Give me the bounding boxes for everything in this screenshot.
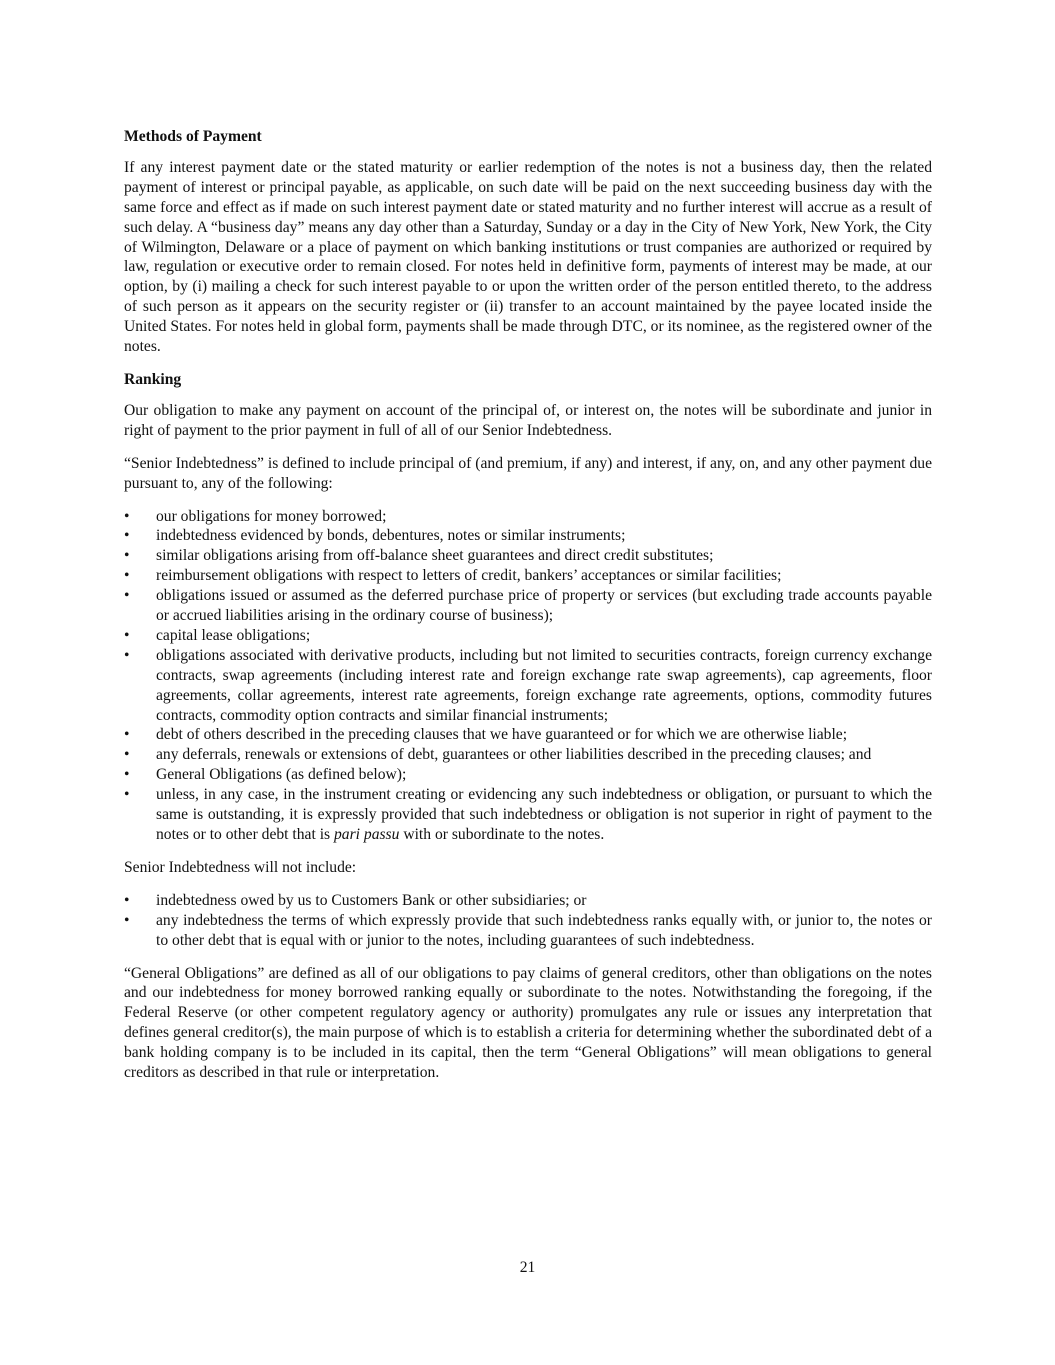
bullet-icon: • (124, 567, 130, 585)
list-item (124, 745, 932, 765)
list-item-text: our obligations for money borrowed; (156, 507, 387, 525)
list-item (124, 891, 932, 911)
exclusions-list (124, 891, 932, 951)
page-number: 21 (519, 1259, 536, 1276)
document-page (124, 120, 932, 1096)
methods-of-payment-paragraph: If any interest payment date or the stated maturity or earlier redemption of the notes is not a business day, then the related payment of interest or principal payable, as applicable, on such date will be paid on the next succeeding business day with the same force and effect as if made on such interest payment date or stated maturity and no further interest will accrue as a result of such delay. A “business day” means any day other than a Saturday, Sunday or a day in the City of New York, New York, the City of Wilmington, Delaware or a place of payment on which banking institutions or trust companies are authorized or required by law, regulation or executive order to remain closed. For notes held in definitive form, payments of interest may be made, at our option, by (i) mailing a check for such interest payable to or upon the written order of the person entitled thereto, to the address of such person as it appears on the security register or (ii) transfer to an account maintained by the payee located inside the United States. For notes held in global form, payments shall be made through DTC, or its nominee, as the registered owner of the notes. (124, 158, 932, 356)
bullet-icon: • (124, 786, 130, 804)
list-item-text: obligations issued or assumed as the deferred purchase price of property or services (but excluding trade accounts payable or accrued liabilities arising in the ordinary course of business); (156, 587, 932, 625)
bullet-icon: • (124, 527, 130, 545)
bullet-icon: • (124, 746, 130, 764)
bullet-icon: • (124, 911, 130, 929)
list-item-text: similar obligations arising from off-balance sheet guarantees and direct credit substitutes; (156, 547, 714, 565)
bullet-icon: • (124, 626, 130, 644)
ranking-paragraph-1: Our obligation to make any payment on account of the principal of, or interest on, the notes will be subordinate and junior in right of payment to the prior payment in full of all of our Senior Indebtedness. (124, 401, 932, 439)
list-item (124, 586, 932, 626)
list-item (124, 911, 932, 951)
bullet-icon: • (124, 507, 130, 525)
list-item (124, 566, 932, 586)
ranking-heading: Ranking (124, 370, 182, 388)
list-item-text (156, 786, 932, 843)
list-item (124, 646, 932, 726)
list-item (124, 725, 932, 745)
bullet-icon: • (124, 726, 130, 744)
list-item-text-part: unless, in any case, in the instrument creating or evidencing any such indebtedness or obligation, or pursuant to which the same is outstanding, it is expressly provided that such indebtedness or obligation is not superior in right of payment to the notes or to other debt that is (156, 786, 932, 843)
bullet-icon: • (124, 646, 130, 664)
list-item (124, 765, 932, 785)
bullet-icon: • (124, 891, 130, 909)
bullet-icon: • (124, 547, 130, 565)
list-item (124, 626, 932, 646)
list-item-text: debt of others described in the preceding clauses that we have guaranteed or for which we are otherwise liable; (156, 726, 848, 744)
list-item-text: indebtedness owed by us to Customers Bank or other subsidiaries; or (156, 891, 587, 909)
pari-passu-italic: pari passu (334, 826, 400, 843)
list-item (124, 526, 932, 546)
senior-indebtedness-list (124, 507, 932, 845)
list-item (124, 507, 932, 527)
bullet-icon: • (124, 766, 130, 784)
list-item-text: reimbursement obligations with respect to letters of credit, bankers’ acceptances or similar facilities; (156, 567, 782, 585)
list-item-text-part: with or subordinate to the notes. (399, 826, 605, 843)
list-item (124, 546, 932, 566)
senior-indebtedness-definition: “Senior Indebtedness” is defined to include principal of (and premium, if any) and interest, if any, on, and any other payment due pursuant to, any of the following: (124, 454, 932, 492)
list-item-text: capital lease obligations; (156, 626, 311, 644)
list-item-text: any deferrals, renewals or extensions of debt, guarantees or other liabilities described in the preceding clauses; and (156, 746, 872, 764)
list-item-text: General Obligations (as defined below); (156, 766, 407, 784)
bullet-icon: • (124, 587, 130, 605)
list-item-text: indebtedness evidenced by bonds, debentures, notes or similar instruments; (156, 527, 626, 545)
exclusions-intro: Senior Indebtedness will not include: (124, 858, 357, 876)
general-obligations-definition: “General Obligations” are defined as all of our obligations to pay claims of general creditors, other than obligations on the notes and our indebtedness for money borrowed ranking equally or subordinate to the notes. Notwithstanding the foregoing, if the Federal Reserve (or other competent regulatory agency or authority) promulgates any rule or issues any interpretation that defines general creditor(s), the main purpose of which is to establish a criteria for determining whether the subordinated debt of a bank holding company is to be included in its capital, then the term “General Obligations” will mean obligations to general creditors as described in that rule or interpretation. (124, 964, 932, 1082)
list-item-text: obligations associated with derivative products, including but not limited to securities contracts, foreign currency exchange contracts, swap agreements (including interest rate and foreign exchange rate swap agreements), cap agreements, floor agreements, collar agreements, interest rate agreements, foreign exchange rate agreements, options, commodity futures contracts, commodity option contracts and similar financial instruments; (156, 646, 932, 724)
list-item-text: any indebtedness the terms of which expressly provide that such indebtedness ranks equally with, or junior to, the notes or to other debt that is equal with or junior to the notes, including guarantees of such indebtedness. (156, 911, 932, 949)
methods-of-payment-heading: Methods of Payment (124, 128, 262, 145)
list-item (124, 785, 932, 845)
